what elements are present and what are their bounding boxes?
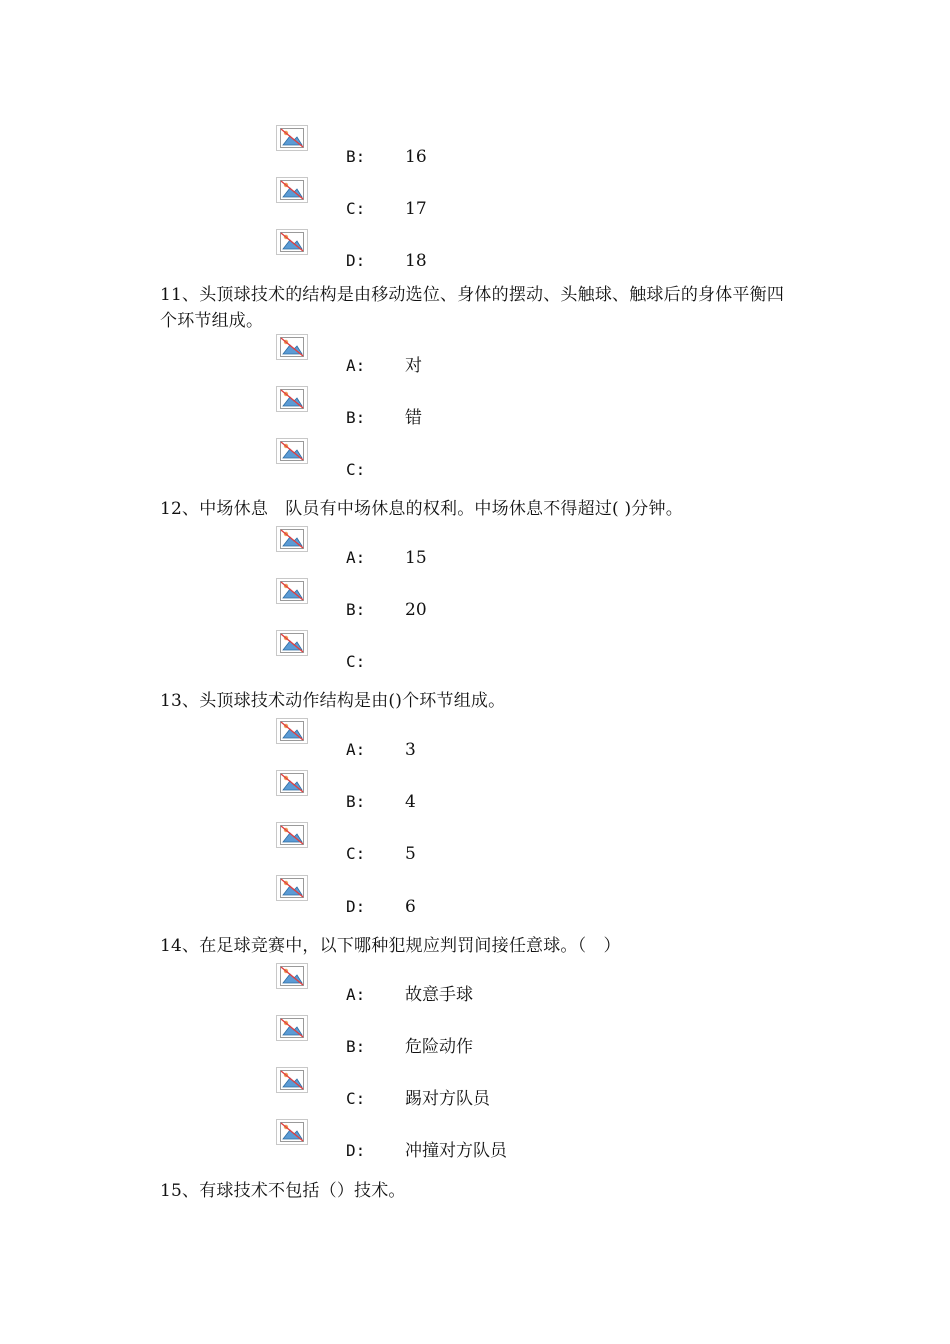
option-letter: A: <box>346 548 366 567</box>
option-letter: A: <box>346 985 366 1004</box>
q13-option-a[interactable] <box>276 718 676 768</box>
option-letter: C: <box>346 844 366 863</box>
option-text: 踢对方队员 <box>405 1089 490 1109</box>
option-letter: B: <box>346 600 366 619</box>
q11-option-a[interactable] <box>276 334 676 384</box>
q10-option-b[interactable] <box>276 125 676 175</box>
q10-option-d[interactable] <box>276 229 676 279</box>
q14-option-b[interactable] <box>276 1015 676 1065</box>
option-text: 16 <box>405 147 427 167</box>
q13-option-b[interactable] <box>276 770 676 820</box>
option-text: 对 <box>405 356 422 376</box>
broken-image-icon[interactable] <box>276 229 308 255</box>
option-letter: C: <box>346 1089 366 1108</box>
q11-option-b[interactable] <box>276 386 676 436</box>
option-letter: D: <box>346 1141 366 1160</box>
q13-option-d[interactable] <box>276 875 676 925</box>
option-text: 15 <box>405 548 427 568</box>
question-13: 13、头顶球技术动作结构是由()个环节组成。 <box>160 691 506 711</box>
q14-option-a[interactable] <box>276 963 676 1013</box>
broken-image-icon[interactable] <box>276 770 308 796</box>
broken-image-icon[interactable] <box>276 718 308 744</box>
option-letter: C: <box>346 199 366 218</box>
q12-option-a[interactable] <box>276 526 676 576</box>
q12-option-b[interactable] <box>276 578 676 628</box>
question-15: 15、有球技术不包括（）技术。 <box>160 1181 406 1201</box>
option-text: 6 <box>405 897 416 917</box>
option-letter: A: <box>346 356 366 375</box>
broken-image-icon[interactable] <box>276 875 308 901</box>
option-text: 5 <box>405 844 416 864</box>
option-letter: C: <box>346 652 366 671</box>
option-text: 20 <box>405 600 427 620</box>
broken-image-icon[interactable] <box>276 386 308 412</box>
q12-option-c[interactable] <box>276 630 676 680</box>
q11-option-c[interactable] <box>276 438 676 488</box>
broken-image-icon[interactable] <box>276 1119 308 1145</box>
broken-image-icon[interactable] <box>276 630 308 656</box>
option-letter: B: <box>346 408 366 427</box>
option-text: 18 <box>405 251 427 271</box>
broken-image-icon[interactable] <box>276 526 308 552</box>
broken-image-icon[interactable] <box>276 177 308 203</box>
option-text: 冲撞对方队员 <box>405 1141 507 1161</box>
broken-image-icon[interactable] <box>276 578 308 604</box>
option-letter: C: <box>346 460 366 479</box>
broken-image-icon[interactable] <box>276 125 308 151</box>
option-text: 4 <box>405 792 416 812</box>
option-text: 17 <box>405 199 427 219</box>
option-text: 错 <box>405 408 422 428</box>
broken-image-icon[interactable] <box>276 1015 308 1041</box>
option-letter: A: <box>346 740 366 759</box>
question-11: 11、头顶球技术的结构是由移动选位、身体的摆动、头触球、触球后的身体平衡四个环节组成。 <box>160 285 785 331</box>
broken-image-icon[interactable] <box>276 438 308 464</box>
option-letter: B: <box>346 792 366 811</box>
broken-image-icon[interactable] <box>276 334 308 360</box>
option-text: 3 <box>405 740 416 760</box>
broken-image-icon[interactable] <box>276 1067 308 1093</box>
broken-image-icon[interactable] <box>276 822 308 848</box>
question-12: 12、中场休息 队员有中场休息的权利。中场休息不得超过( )分钟。 <box>160 499 683 519</box>
option-text: 故意手球 <box>405 985 473 1005</box>
q13-option-c[interactable] <box>276 822 676 872</box>
option-text: 危险动作 <box>405 1037 473 1057</box>
question-14: 14、在足球竞赛中，以下哪种犯规应判罚间接任意球。（ ） <box>160 936 621 956</box>
option-letter: D: <box>346 897 366 916</box>
q10-option-c[interactable] <box>276 177 676 227</box>
q14-option-c[interactable] <box>276 1067 676 1117</box>
broken-image-icon[interactable] <box>276 963 308 989</box>
option-letter: B: <box>346 1037 366 1056</box>
q14-option-d[interactable] <box>276 1119 676 1169</box>
option-letter: B: <box>346 147 366 166</box>
option-letter: D: <box>346 251 366 270</box>
